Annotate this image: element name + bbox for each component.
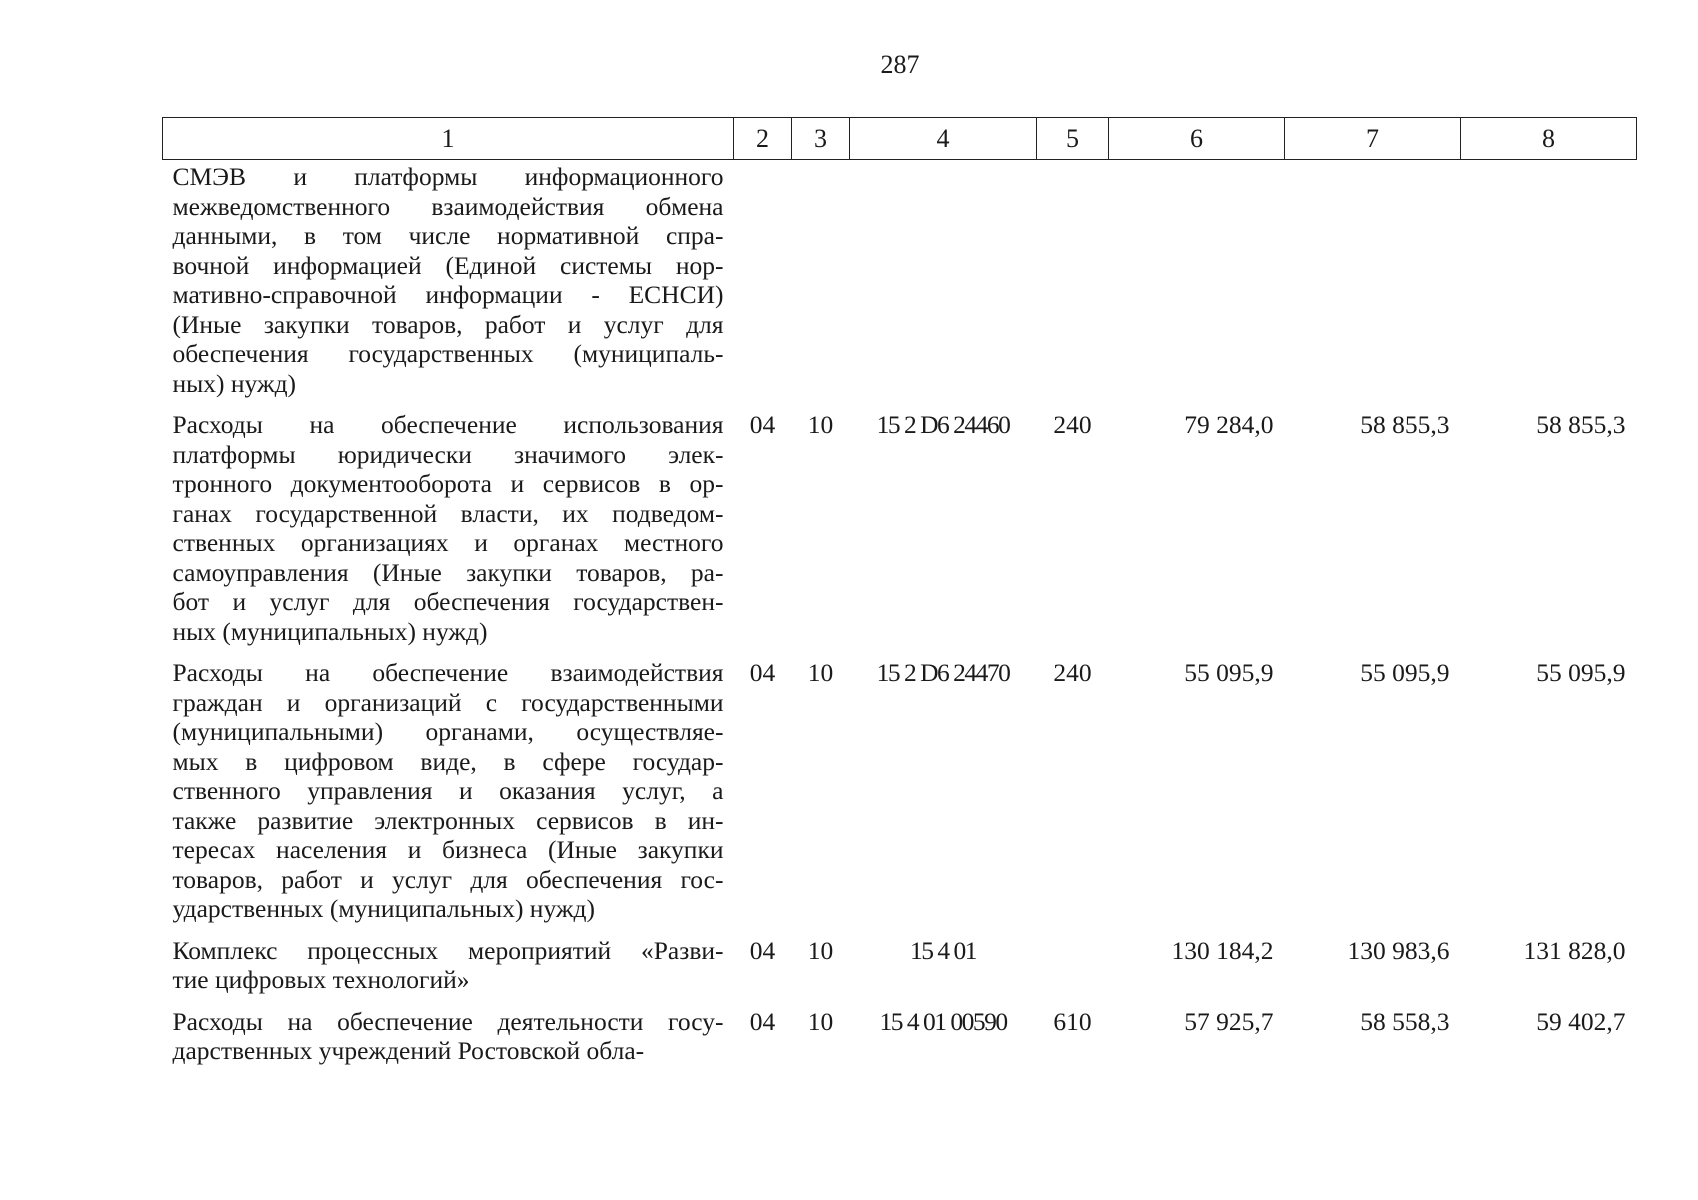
expense-name-line: граждан и организаций с государственными <box>172 687 724 717</box>
amount-col8-cell: 55 095,9 <box>1536 658 1626 687</box>
subsection-code-cell: 10 <box>807 935 834 965</box>
table-row <box>163 658 1637 936</box>
table-row <box>163 1007 1637 1078</box>
expense-name-line: Расходы на обеспечение использования <box>172 410 724 439</box>
target-article-cell: 15 4 01 <box>910 935 976 965</box>
amount-col7-cell: 130 983,6 <box>1347 935 1450 965</box>
expense-name-line: бот и услуг для обеспечения государствен- <box>172 587 724 616</box>
expense-name-line: ганах государственной власти, их подведом- <box>172 498 724 528</box>
column-header-6: 6 <box>1109 118 1285 160</box>
target-article-cell: 15 4 01 00590 <box>879 1006 1007 1036</box>
budget-table-container <box>162 117 1636 1078</box>
expense-name-line: ственных организациях и органах местного <box>172 528 724 557</box>
expense-name-line: (муниципальными) органами, осуществляе- <box>172 717 724 746</box>
subsection-code-cell: 10 <box>807 1006 834 1036</box>
amount-col7-cell: 55 095,9 <box>1360 658 1450 687</box>
amount-col8-cell: 58 855,3 <box>1536 410 1626 439</box>
target-article-cell <box>850 160 1037 411</box>
amount-col8-cell <box>1461 160 1637 411</box>
amount-col6-cell: 79 284,0 <box>1184 410 1274 439</box>
amount-col6-cell <box>1109 160 1285 411</box>
section-code-cell: 04 <box>749 1006 776 1036</box>
target-article-cell: 15 2 D6 24460 <box>876 410 1010 439</box>
expense-name-line: дарственных учреждений Ростовской обла- <box>172 1036 645 1065</box>
expense-name-line: тронного документооборота и сервисов в ор- <box>172 469 724 498</box>
expense-name-line: платформы юридически значимого элек- <box>172 439 724 469</box>
expense-name-line: данными, в том числе нормативной спра- <box>172 221 724 250</box>
column-header-7: 7 <box>1285 118 1461 160</box>
amount-col7-cell: 58 855,3 <box>1360 410 1450 439</box>
amount-col8-cell: 59 402,7 <box>1536 1006 1626 1036</box>
expense-name-line: (Иные закупки товаров, работ и услуг для <box>172 309 724 339</box>
expense-name-cell <box>163 936 734 1007</box>
expense-type-cell: 240 <box>1053 410 1092 439</box>
expense-name-line: мативно-справочной информации - ЕСНСИ) <box>172 280 724 309</box>
amount-col6-cell: 55 095,9 <box>1184 658 1274 687</box>
amount-col7-cell <box>1285 160 1461 411</box>
expense-name-line: межведомственного взаимодействия обмена <box>172 191 724 221</box>
table-row <box>163 160 1637 411</box>
table-row <box>163 410 1637 658</box>
section-code-cell: 04 <box>749 410 776 439</box>
expense-name-cell <box>163 410 734 658</box>
subsection-code-cell <box>792 160 850 411</box>
expense-name-line: тересах населения и бизнеса (Иные закупки <box>172 835 724 864</box>
column-header-1: 1 <box>163 118 734 160</box>
table-body <box>163 160 1637 1078</box>
expense-name-cell <box>163 160 734 411</box>
target-article-cell: 15 2 D6 24470 <box>876 658 1010 687</box>
expense-name-line: СМЭВ и платформы информационного <box>172 162 724 191</box>
section-code-cell <box>734 160 792 411</box>
page-number: 287 <box>880 50 920 79</box>
column-header-5: 5 <box>1037 118 1109 160</box>
expense-name-line: самоуправления (Иные закупки товаров, ра- <box>172 557 724 587</box>
expense-name-line: ных (муниципальных) нужд) <box>172 616 488 646</box>
expense-type-cell: 240 <box>1053 658 1092 687</box>
expense-name-line: мых в цифровом виде, в сфере государ- <box>172 746 724 776</box>
amount-col6-cell: 130 184,2 <box>1171 935 1274 965</box>
expense-name-line: ударственных (муниципальных) нужд) <box>172 894 595 923</box>
amount-col7-cell: 58 558,3 <box>1360 1006 1450 1036</box>
budget-table <box>162 117 1637 1078</box>
expense-name-line: Расходы на обеспечение деятельности госу- <box>172 1006 724 1036</box>
expense-name-line: ственного управления и оказания услуг, а <box>172 776 724 805</box>
expense-name-cell <box>163 1007 734 1078</box>
section-code-cell: 04 <box>749 658 776 687</box>
expense-name-line: вочной информацией (Единой системы нор- <box>172 250 724 280</box>
expense-name-cell <box>163 658 734 936</box>
column-header-2: 2 <box>734 118 792 160</box>
expense-name-line: обеспечения государственных (муниципаль- <box>172 339 724 368</box>
amount-col8-cell: 131 828,0 <box>1523 935 1626 965</box>
subsection-code-cell: 10 <box>807 410 834 439</box>
expense-type-cell <box>1037 160 1109 411</box>
table-row <box>163 936 1637 1007</box>
expense-name-line: товаров, работ и услуг для обеспечения гос- <box>172 864 724 894</box>
column-header-3: 3 <box>792 118 850 160</box>
expense-type-cell: 610 <box>1053 1006 1092 1036</box>
expense-name-line: также развитие электронных сервисов в ин- <box>172 805 724 835</box>
amount-col6-cell: 57 925,7 <box>1184 1006 1274 1036</box>
expense-name-line: Расходы на обеспечение взаимодействия <box>172 658 724 687</box>
column-header-8: 8 <box>1461 118 1637 160</box>
section-code-cell: 04 <box>749 935 776 965</box>
column-header-4: 4 <box>850 118 1037 160</box>
column-number-row <box>163 118 1637 160</box>
subsection-code-cell: 10 <box>807 658 834 687</box>
expense-name-line: тие цифровых технологий» <box>172 965 470 994</box>
expense-type-cell <box>1037 936 1109 1007</box>
expense-name-line: Комплекс процессных мероприятий «Разви- <box>172 935 724 965</box>
expense-name-line: ных) нужд) <box>172 368 297 398</box>
